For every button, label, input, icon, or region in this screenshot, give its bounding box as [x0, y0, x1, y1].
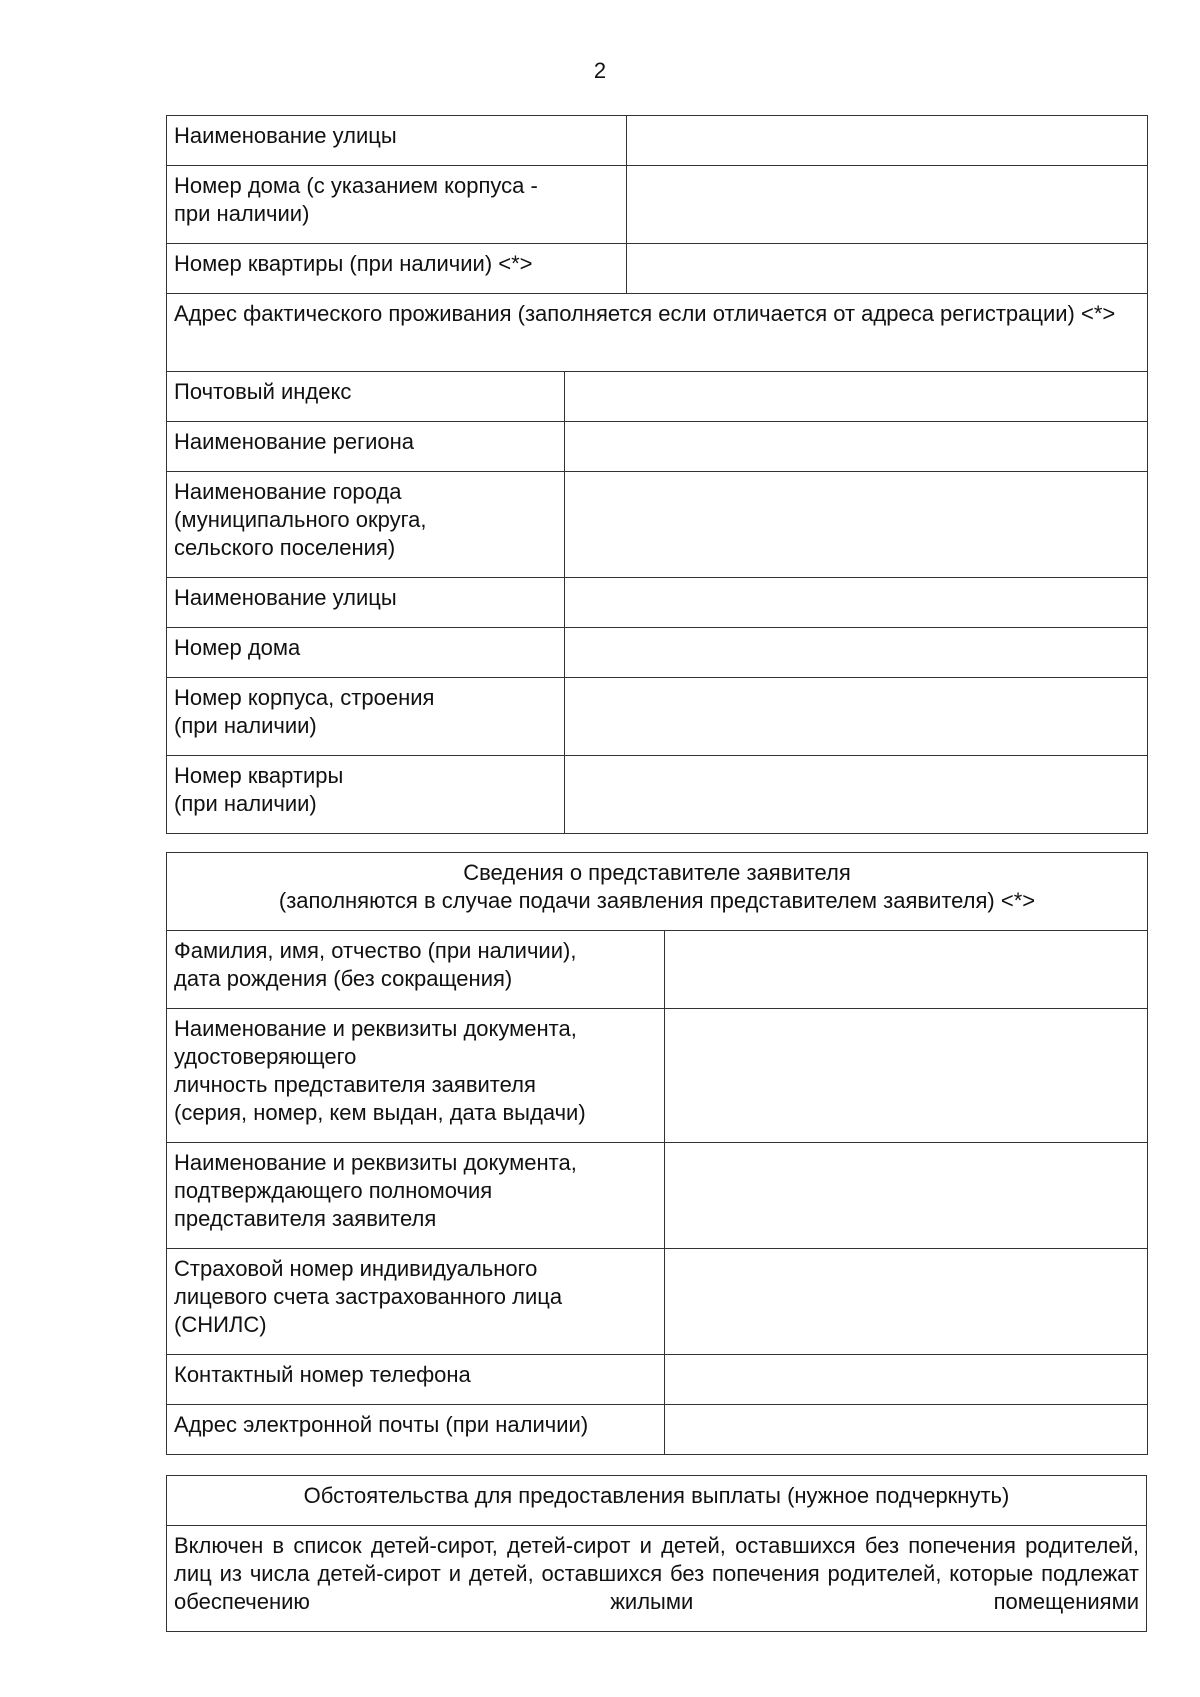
- table-row: [167, 1476, 1147, 1526]
- table-row: [167, 472, 1148, 578]
- field-label-apartment: Номер квартиры (при наличии) <*>: [167, 244, 627, 294]
- circumstances-table: [166, 1475, 1147, 1632]
- table-row: [167, 294, 1148, 372]
- table-row: [167, 628, 1148, 678]
- field-label-postcode: Почтовый индекс: [167, 372, 565, 422]
- field-label-house: Номер дома (с указанием корпуса - при наличии): [167, 166, 627, 244]
- field-value-rep-phone[interactable]: [665, 1355, 1148, 1405]
- field-value-house-actual[interactable]: [565, 628, 1148, 678]
- field-value-apartment[interactable]: [627, 244, 1148, 294]
- field-label-city: Наименование города (муниципального округа, сельского поселения): [167, 472, 565, 578]
- field-label-rep-email: Адрес электронной почты (при наличии): [167, 1405, 665, 1455]
- field-label-rep-phone: Контактный номер телефона: [167, 1355, 665, 1405]
- table-row: [167, 1143, 1148, 1249]
- table-row: [167, 1526, 1147, 1632]
- field-value-house[interactable]: [627, 166, 1148, 244]
- table-row: [167, 756, 1148, 834]
- field-label-rep-snils: Страховой номер индивидуального лицевого счета застрахованного лица (СНИЛС): [167, 1249, 665, 1355]
- table-row: [167, 1009, 1148, 1143]
- field-label-region: Наименование региона: [167, 422, 565, 472]
- field-value-rep-authority-document[interactable]: [665, 1143, 1148, 1249]
- field-value-rep-id-document[interactable]: [665, 1009, 1148, 1143]
- table-row: [167, 166, 1148, 244]
- table-row: [167, 1355, 1148, 1405]
- field-value-apartment-actual[interactable]: [565, 756, 1148, 834]
- field-value-postcode[interactable]: [565, 372, 1148, 422]
- circumstances-heading: Обстоятельства для предоставления выплаты (нужное подчеркнуть): [167, 1476, 1147, 1526]
- field-label-rep-name: Фамилия, имя, отчество (при наличии), дата рождения (без сокращения): [167, 931, 665, 1009]
- table-row: [167, 931, 1148, 1009]
- table-row: [167, 372, 1148, 422]
- field-label-rep-id-document: Наименование и реквизиты документа, удостоверяющего личность представителя заявителя (серия, номер, кем выдан, дата выдачи): [167, 1009, 665, 1143]
- field-value-building-actual[interactable]: [565, 678, 1148, 756]
- field-label-street: Наименование улицы: [167, 116, 627, 166]
- field-label-building-actual: Номер корпуса, строения (при наличии): [167, 678, 565, 756]
- field-value-rep-snils[interactable]: [665, 1249, 1148, 1355]
- field-value-rep-email[interactable]: [665, 1405, 1148, 1455]
- field-label-house-actual: Номер дома: [167, 628, 565, 678]
- field-label-apartment-actual: Номер квартиры (при наличии): [167, 756, 565, 834]
- actual-address-heading: Адрес фактического проживания (заполняется если отличается от адреса регистрации) <*>: [167, 294, 1148, 372]
- field-label-street-actual: Наименование улицы: [167, 578, 565, 628]
- field-value-region[interactable]: [565, 422, 1148, 472]
- circumstance-option-orphan-list[interactable]: Включен в список детей-сирот, детей-сирот и детей, оставшихся без попечения родителей, лиц из числа детей-сирот и детей, оставшихся без попечения родителей, которые подлежат обеспечению жилыми помещениями: [167, 1526, 1147, 1632]
- table-row: [167, 678, 1148, 756]
- address-table: [166, 115, 1148, 834]
- table-row: [167, 853, 1148, 931]
- field-value-city[interactable]: [565, 472, 1148, 578]
- table-row: [167, 422, 1148, 472]
- table-row: [167, 1405, 1148, 1455]
- field-value-street[interactable]: [627, 116, 1148, 166]
- table-row: [167, 244, 1148, 294]
- field-value-street-actual[interactable]: [565, 578, 1148, 628]
- representative-heading: Сведения о представителе заявителя (заполняются в случае подачи заявления представителем заявителя) <*>: [167, 853, 1148, 931]
- representative-table: [166, 852, 1148, 1455]
- page-number: 2: [593, 58, 607, 83]
- table-row: [167, 578, 1148, 628]
- table-row: [167, 116, 1148, 166]
- field-value-rep-name[interactable]: [665, 931, 1148, 1009]
- table-row: [167, 1249, 1148, 1355]
- field-label-rep-authority-document: Наименование и реквизиты документа, подтверждающего полномочия представителя заявителя: [167, 1143, 665, 1249]
